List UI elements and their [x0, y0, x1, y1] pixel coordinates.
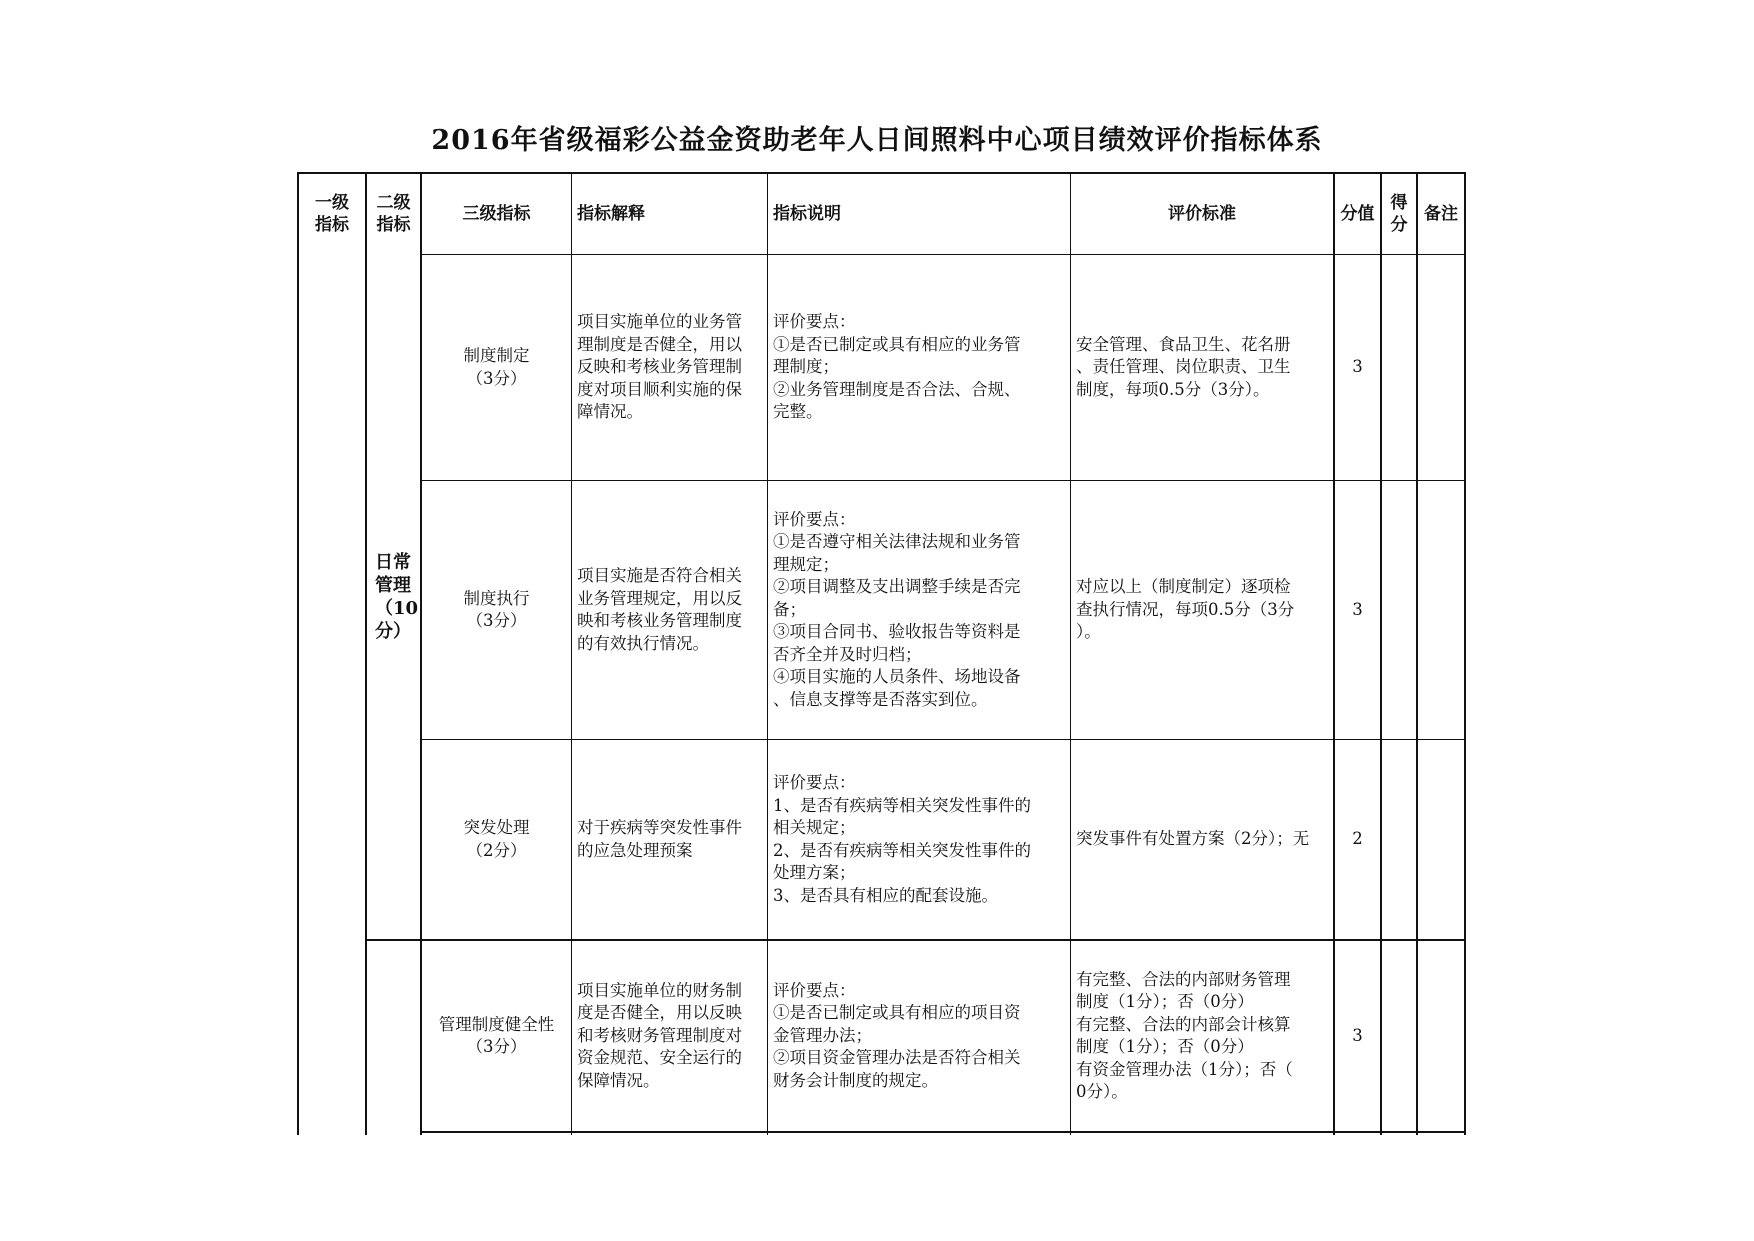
- description-cell: 评价要点： ①是否已制定或具有相应的项目资 金管理办法； ②项目资金管理办法是否符合相关 财务会计制度的规定。: [773, 980, 1021, 1090]
- explanation-cell: 项目实施单位的财务制 度是否健全，用以反映 和考核财务管理制度对 资金规范、安全运行的 保障情况。: [577, 980, 742, 1090]
- page-title: 2016年省级福彩公益金资助老年人日间照料中心项目绩效评价指标体系: [431, 125, 1323, 156]
- description-cell: 评价要点： ①是否遵守相关法律法规和业务管 理规定； ②项目调整及支出调整手续是否完 备； ③项目合同书、验收报告等资料是 否齐全并及时归档； ④项目实施的人员条件、场地设备 、信息支撑等是否落实到位。: [773, 509, 1021, 709]
- header-points: 分值: [1340, 203, 1375, 224]
- header-level3: 三级指标: [462, 203, 531, 224]
- indicator-cell: 突发处理 （2分）: [463, 818, 530, 860]
- points-cell: 3: [1352, 599, 1363, 619]
- header-score: 得 分: [1390, 192, 1408, 235]
- indicator-cell: 管理制度健全性 （3分）: [438, 1014, 555, 1056]
- header-standard: 评价标准: [1168, 203, 1236, 224]
- standard-cell: 安全管理、食品卫生、花名册 、责任管理、岗位职责、卫生 制度，每项0.5分（3分）。: [1076, 334, 1291, 399]
- description-cell: 评价要点： 1、是否有疾病等相关突发性事件的 相关规定； 2、是否有疾病等相关突发性事件的 处理方案； 3、是否具有相应的配套设施。: [773, 773, 1031, 905]
- explanation-cell: 项目实施是否符合相关 业务管理规定，用以反 映和考核业务管理制度 的有效执行情况。: [577, 566, 742, 653]
- explanation-cell: 项目实施单位的业务管 理制度是否健全，用以 反映和考核业务管理制 度对项目顺利实施的保 障情况。: [577, 312, 742, 422]
- header-description: 指标说明: [773, 203, 841, 224]
- points-cell: 3: [1352, 357, 1363, 377]
- explanation-cell: 对于疾病等突发性事件 的应急处理预案: [577, 818, 742, 860]
- header-level2: 二级 指标: [376, 192, 411, 235]
- points-cell: 3: [1352, 1025, 1363, 1045]
- header-remark: 备注: [1424, 203, 1458, 224]
- standard-cell: 对应以上（制度制定）逐项检 查执行情况，每项0.5分（3分 ）。: [1076, 577, 1295, 642]
- indicator-cell: 制度制定 （3分）: [463, 346, 530, 388]
- description-cell: 评价要点： ①是否已制定或具有相应的业务管 理制度； ②业务管理制度是否合法、合规、 完整。: [773, 312, 1021, 422]
- indicator-cell: 制度执行 （3分）: [463, 588, 530, 630]
- points-cell: 2: [1352, 829, 1363, 849]
- standard-cell: 突发事件有处置方案（2分）；无: [1076, 829, 1310, 849]
- header-level1: 一级 指标: [315, 192, 349, 235]
- standard-cell: 有完整、合法的内部财务管理 制度（1分）；否（0分） 有完整、合法的内部会计核算 制度（1分）；否（0分） 有资金管理办法（1分）；否（ 0分）。: [1076, 969, 1293, 1101]
- group-daily-management: 日常 管理 （10 分）: [375, 552, 419, 642]
- header-explanation: 指标解释: [577, 203, 645, 224]
